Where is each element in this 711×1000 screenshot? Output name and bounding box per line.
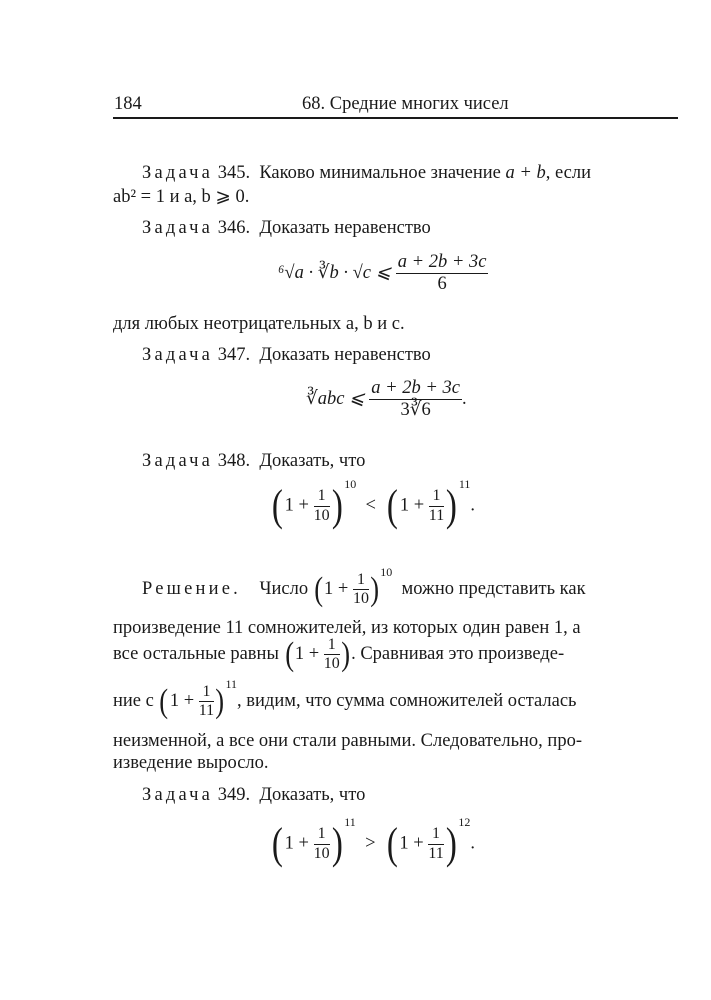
fraction (353, 571, 369, 609)
exponent: 11 (344, 815, 356, 830)
problem-349 (142, 784, 365, 806)
problem-text: Доказать неравенство (259, 218, 431, 238)
solution-line-2: произведение 11 сомножителей, из которых один равен 1, а (113, 618, 581, 638)
problem-label: Задача (142, 451, 214, 471)
problem-348 (142, 450, 365, 472)
fraction (324, 636, 340, 674)
denominator: 10 (323, 655, 340, 673)
page-number: 184 (114, 94, 142, 114)
fraction (369, 378, 462, 422)
expression: a + b (505, 163, 546, 183)
problem-number: 345. (217, 163, 251, 183)
exponent: 11 (458, 477, 471, 492)
denominator: 11 (198, 702, 215, 720)
problem-345-condition: ab² = 1 и a, b ⩾ 0. (113, 187, 250, 207)
solution-text: можно представить как (401, 579, 586, 600)
solution-line-1: Решение. Число (1 + $\frac{1}{10}$ )$^{10}$ можно представить как (142, 565, 586, 608)
problem-label: Задача (142, 163, 214, 183)
period: . (461, 389, 467, 410)
term: 1 + (324, 579, 349, 600)
problem-text-if: , если (545, 163, 591, 183)
solution-text: . Сравнивая это произведе- (351, 644, 565, 665)
term: 1 + (284, 833, 309, 854)
numerator: 1 (353, 571, 369, 590)
problem-text: Доказать, что (259, 451, 366, 471)
numerator: 1 (324, 636, 340, 655)
solution-line-4: ние с (1 + $\frac{1}{11}$ )$^{11}$, видим, что сумма сомножителей осталась (113, 677, 577, 720)
term: 1 + (399, 495, 425, 516)
problem-text: Доказать, что (259, 785, 366, 805)
solution-line-5: неизменной, а все они стали равными. Следовательно, про- (113, 731, 582, 751)
solution-line-6: изведение выросло. (113, 753, 269, 773)
problem-346-after: для любых неотрицательных a, b и c. (113, 314, 405, 334)
numerator: 1 (199, 683, 214, 702)
problem-347 (142, 344, 431, 366)
problem-text: Доказать неравенство (259, 345, 431, 365)
term: 1 + (294, 644, 320, 665)
denominator: 6 (437, 274, 447, 295)
running-title: 68. Средние многих чисел (302, 94, 509, 114)
denominator: 11 (428, 844, 444, 862)
solution-label: Решение. (142, 579, 241, 600)
denominator: 10 (313, 506, 330, 524)
denominator: 10 (352, 590, 369, 608)
numerator: 1 (429, 487, 444, 506)
exponent: 10 (344, 477, 357, 492)
exponent: 10 (380, 565, 393, 580)
term: 1 + (169, 691, 195, 712)
formula-left: ∛abc ⩽ (306, 389, 365, 410)
solution-text: , видим, что сумма сомножителей осталась (237, 691, 577, 712)
formula-349: (1 + $\frac{1}{10}$ ) $^{11}$ > (1 + $\frac{1}{11}$ ) $^{12}$. (271, 815, 476, 868)
numerator: 1 (314, 825, 330, 844)
problem-345 (142, 162, 591, 184)
fraction (314, 487, 330, 525)
numerator: 1 (428, 825, 443, 844)
problem-label: Задача (142, 218, 214, 238)
denominator: 11 (428, 506, 445, 524)
problem-number: 349. (217, 785, 251, 805)
exponent: 11 (225, 677, 238, 692)
formula-348: (1 + $\frac{1}{10}$ ) $^{10}$ < (1 + $\frac{1}{11}$ ) $^{11}$. (271, 477, 476, 530)
problem-346 (142, 217, 431, 239)
denominator: 10 (313, 844, 330, 862)
exponent: 12 (458, 815, 471, 830)
term: 1 + (399, 833, 424, 854)
fraction (314, 825, 330, 863)
problem-number: 346. (217, 218, 251, 238)
relation: < (365, 495, 376, 516)
header-rule (113, 117, 678, 119)
fraction (199, 683, 214, 721)
problem-number: 348. (217, 451, 251, 471)
period: . (470, 833, 476, 854)
problem-text: Каково минимальное значение (259, 163, 501, 183)
solution-text: все остальные равны (113, 644, 279, 665)
solution-text: Число (259, 579, 309, 600)
relation: > (365, 833, 376, 854)
problem-label: Задача (142, 345, 214, 365)
fraction (429, 487, 444, 525)
numerator: a + 2b + 3c (369, 378, 462, 400)
formula-347 (306, 378, 467, 422)
problem-number: 347. (217, 345, 251, 365)
numerator: 1 (314, 487, 330, 506)
fraction (428, 825, 443, 863)
fraction (396, 252, 489, 296)
formula-346 (278, 252, 488, 296)
denominator: 3∛6 (400, 400, 431, 421)
solution-line-3: все остальные равны (1 + $\frac{1}{10}$ ). Сравнивая это произведе- (113, 635, 565, 673)
numerator: a + 2b + 3c (396, 252, 489, 274)
solution-text: ние с (113, 691, 154, 712)
problem-label: Задача (142, 785, 214, 805)
period: . (470, 495, 476, 516)
formula-left: ⁶√a · ∛b · √c ⩽ (278, 263, 392, 284)
term: 1 + (284, 495, 309, 516)
